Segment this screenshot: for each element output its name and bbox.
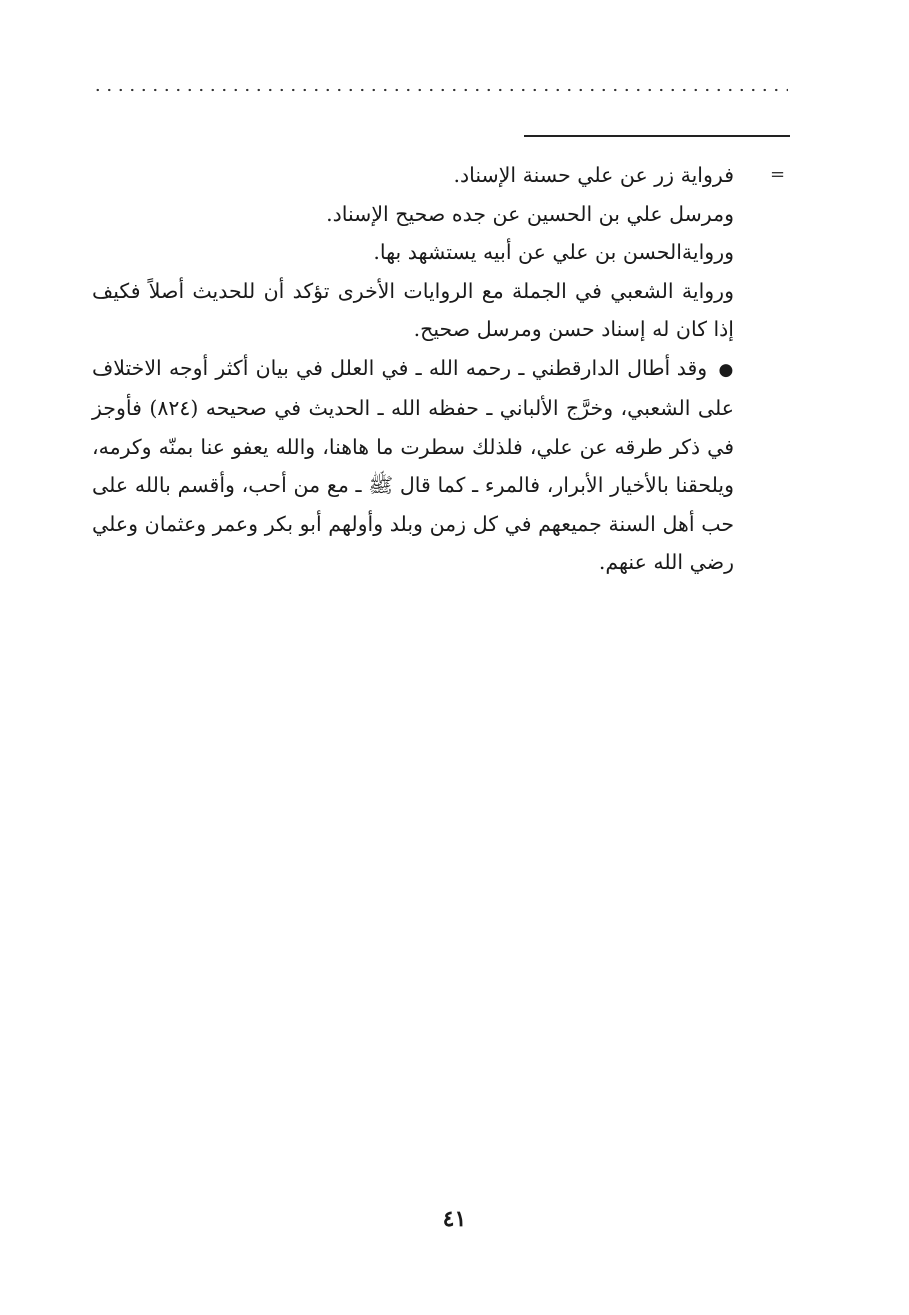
footnote-separator-rule bbox=[524, 135, 790, 137]
footnote-line: وروايةالحسن بن علي عن أبيه يستشهد بها. bbox=[373, 240, 734, 264]
footnote-line: ومرسل علي بن الحسين عن جده صحيح الإسناد. bbox=[326, 201, 734, 226]
footnote-paragraph bbox=[92, 349, 734, 582]
footnote-body bbox=[92, 156, 734, 582]
footnote-continuation-mark: = bbox=[770, 164, 786, 185]
footnote-line: ورواية الشعبي في الجملة مع الروايات الأخرى تؤكد أن للحديث أصلاً فكيف إذا كان له إسناد حسن ومرسل صحيح. bbox=[92, 278, 734, 341]
footnote-paragraph-text: وقد أطال الدارقطني ـ رحمه الله ـ في العلل في بيان أكثر أوجه الاختلاف على الشعبي، وخرَّج الألباني ـ حفظه الله ـ الحديث في صحيحه (٨٢٤) فأوجز في ذكر طرقه عن علي، فلذلك سطرت ما هاهنا، والله يعفو عنا بمنّه وكرمه، ويلحقنا بالأخيار الأبرار، فالمرء ـ كما قال ﷺ ـ مع من أحب، وأقسم بالله على حب أهل السنة جميعهم في كل زمن وبلد وأولهم أبو بكر وعمر وعثمان وعلي رضي الله عنهم. bbox=[92, 355, 734, 574]
bullet-icon: ● bbox=[718, 359, 734, 380]
page-number: ٤١ bbox=[442, 1206, 467, 1232]
footnote-line: فرواية زر عن علي حسنة الإسناد. bbox=[453, 163, 734, 187]
header-dotted-rule bbox=[92, 88, 788, 92]
